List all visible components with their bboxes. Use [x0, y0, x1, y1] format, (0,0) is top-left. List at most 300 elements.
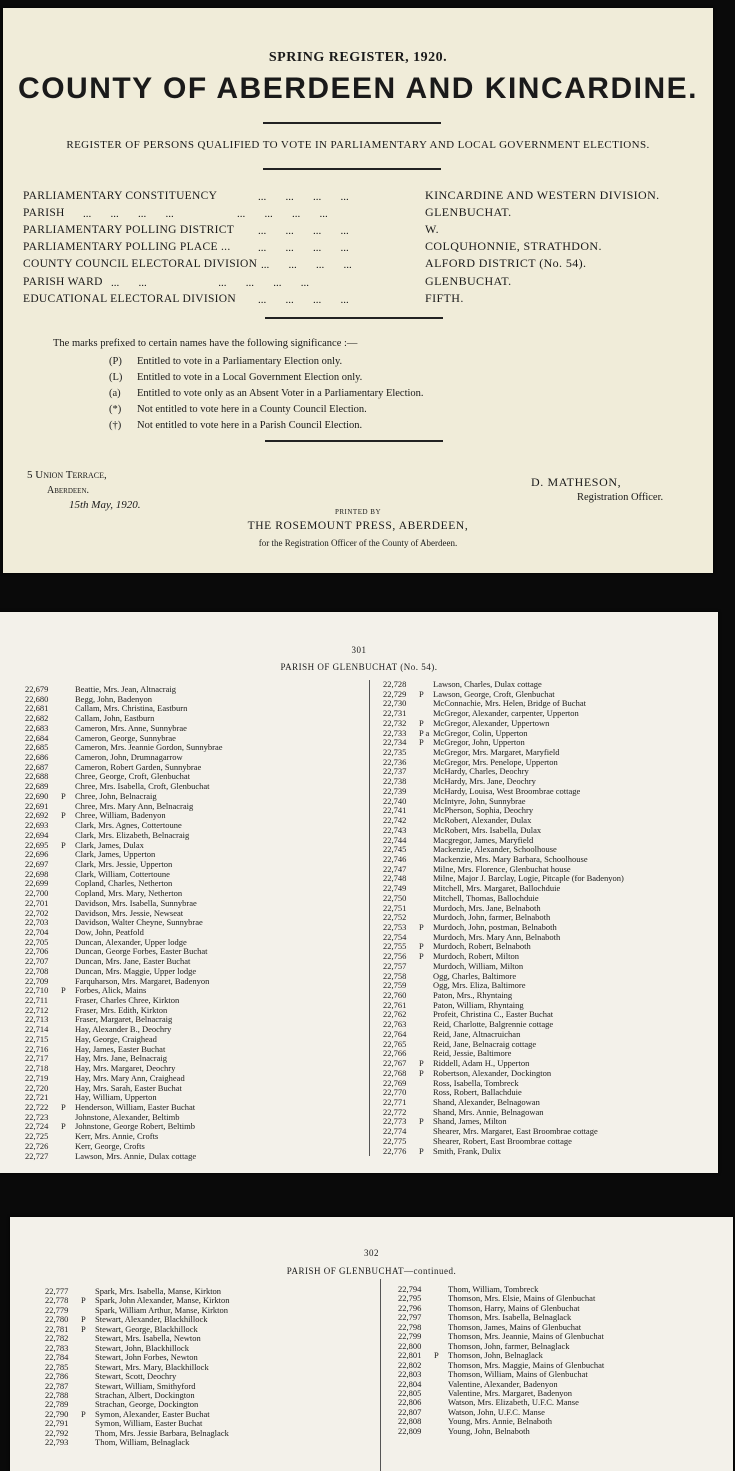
elector-name-address: Duncan, Mrs. Maggie, Upper lodge	[75, 965, 197, 976]
voter-entry	[45, 1306, 228, 1315]
elector-number: 22,781	[45, 1323, 69, 1334]
elector-number: 22,724	[25, 1121, 49, 1132]
voter-entry	[25, 743, 223, 752]
elector-name-address: Thomson, John, Belnaglack	[448, 1350, 543, 1361]
elector-name-address: Strachan, George, Dockington	[95, 1399, 199, 1410]
elector-name-address: Thomson, Mrs. Isabella, Belnaglack	[448, 1312, 572, 1323]
elector-number: 22,722	[25, 1101, 49, 1112]
elector-name-address: Mitchell, Thomas, Ballochduie	[433, 892, 539, 903]
voter-entry	[398, 1332, 604, 1341]
voter-entry	[25, 870, 170, 879]
elector-number: 22,809	[398, 1425, 422, 1436]
voter-entry	[383, 952, 519, 961]
elector-number: 22,742	[383, 815, 407, 826]
elector-number: 22,768	[383, 1067, 407, 1078]
voter-entry	[25, 714, 154, 723]
elector-number: 22,733	[383, 727, 407, 738]
elector-name-address: McGregor, John, Upperton	[433, 737, 525, 748]
elector-name-address: Chree, George, Croft, Glenbuchat	[75, 771, 191, 782]
voter-entry	[45, 1344, 189, 1353]
elector-name-address: Stewart, Mrs. Isabella, Newton	[95, 1333, 201, 1344]
register-subtitle: REGISTER OF PERSONS QUALIFIED TO VOTE IN PARLIAMENTARY AND LOCAL GOVERNMENT ELECTIONS.	[66, 139, 650, 151]
voter-entry	[398, 1285, 538, 1294]
elector-name-address: Shearer, Mrs. Margaret, East Broombrae cottage	[433, 1126, 598, 1137]
elector-name-address: Watson, John, U.F.C. Manse	[448, 1406, 545, 1417]
elector-name-address: Copland, Mrs. Mary, Netherton	[75, 888, 183, 899]
voter-entry	[45, 1296, 229, 1305]
voter-entry	[25, 802, 193, 811]
elector-name-address: Chree, Mrs. Mary Ann, Belnacraig	[75, 800, 194, 811]
elector-number: 22,799	[398, 1331, 422, 1342]
elector-number: 22,786	[45, 1371, 69, 1382]
elector-number: 22,761	[383, 999, 407, 1010]
printer-note: for the Registration Officer of the County of Aberdeen.	[258, 538, 458, 548]
voter-entry	[383, 826, 541, 835]
elector-number: 22,686	[25, 752, 49, 763]
voter-entry	[383, 1049, 511, 1058]
divider	[265, 317, 443, 319]
voter-entry	[45, 1287, 221, 1296]
voter-entry	[45, 1353, 198, 1362]
elector-number: 22,697	[25, 858, 49, 869]
elector-number: 22,785	[45, 1361, 69, 1372]
qualification-mark: P	[419, 688, 424, 699]
qualification-mark: P	[419, 1067, 424, 1078]
elector-name-address: Milne, Mrs. Florence, Glenbuchat house	[433, 863, 571, 874]
qualification-mark: P	[419, 737, 424, 748]
elector-number: 22,739	[383, 785, 407, 796]
elector-name-address: Davidson, Mrs. Isabella, Sunnybrae	[75, 897, 197, 908]
elector-name-address: Fraser, Mrs. Edith, Kirkton	[75, 1004, 168, 1015]
elector-name-address: Macgregor, James, Maryfield	[433, 834, 534, 845]
qualification-mark: P a	[419, 727, 430, 738]
elector-number: 22,753	[383, 922, 407, 932]
elector-name-address: Fraser, Charles Chree, Kirkton	[75, 995, 180, 1006]
elector-name-address: Kerr, George, Crofts	[75, 1140, 145, 1151]
voter-entry	[383, 699, 586, 708]
elector-name-address: Murdoch, Robert, Milton	[433, 951, 519, 962]
elector-number: 22,793	[45, 1437, 69, 1448]
elector-name-address: Hay, Mrs. Jane, Belnacraig	[75, 1053, 167, 1064]
elector-number: 22,772	[383, 1106, 407, 1117]
detail-label: PARISH	[23, 207, 65, 219]
mark-symbol: (L)	[109, 372, 123, 383]
elector-number: 22,765	[383, 1038, 407, 1049]
elector-number: 22,776	[383, 1145, 407, 1156]
qualification-mark: P	[61, 810, 66, 821]
elector-name-address: Clark, William, Cottertoune	[75, 868, 170, 879]
voter-entry	[383, 913, 550, 922]
voter-entry	[45, 1429, 229, 1438]
elector-name-address: Shand, Alexander, Belnagowan	[433, 1096, 540, 1107]
elector-name-address: Chree, William, Badenyon	[75, 810, 166, 821]
elector-name-address: Duncan, Mrs. Jane, Easter Buchat	[75, 956, 191, 967]
voter-entry	[25, 695, 152, 704]
elector-name-address: Clark, Mrs. Agnes, Cottertoune	[75, 820, 182, 831]
elector-number: 22,749	[383, 883, 407, 894]
elector-number: 22,806	[398, 1397, 422, 1408]
elector-number: 22,804	[398, 1378, 422, 1389]
elector-name-address: Cameron, John, Drumnagarrow	[75, 752, 183, 763]
voter-entry	[383, 1069, 551, 1078]
qualification-mark: P	[61, 790, 66, 801]
elector-number: 22,714	[25, 1024, 49, 1035]
elector-name-address: McHardy, Mrs. Jane, Deochry	[433, 776, 536, 787]
elector-name-address: McRobert, Mrs. Isabella, Dulax	[433, 824, 542, 835]
elector-number: 22,779	[45, 1304, 69, 1315]
voter-entry	[398, 1389, 572, 1398]
elector-name-address: Forbes, Alick, Mains	[75, 985, 147, 996]
elector-name-address: Hay, Alexander B., Deochry	[75, 1024, 172, 1035]
detail-label: PARLIAMENTARY POLLING DISTRICT	[23, 224, 235, 236]
elector-number: 22,695	[25, 839, 49, 850]
elector-name-address: Riddell, Adam H., Upperton	[433, 1058, 530, 1069]
elector-number: 22,680	[25, 693, 49, 704]
voter-entry	[45, 1334, 201, 1343]
elector-name-address: Lawson, Mrs. Annie, Dulax cottage	[75, 1150, 197, 1161]
parish-heading: PARISH OF GLENBUCHAT (No. 54).	[280, 662, 438, 672]
voter-entry	[383, 1147, 501, 1156]
mark-text: Not entitled to vote here in a County Council Election.	[137, 404, 367, 415]
elector-number: 22,699	[25, 878, 49, 889]
elector-number: 22,792	[45, 1427, 69, 1438]
detail-label: PARISH WARD	[23, 276, 103, 288]
elector-number: 22,783	[45, 1342, 69, 1353]
divider	[263, 122, 441, 124]
elector-name-address: Murdoch, Robert, Belnaboth	[433, 941, 531, 952]
qualification-mark: P	[81, 1314, 86, 1325]
voter-entry	[25, 763, 201, 772]
elector-number: 22,731	[383, 708, 407, 719]
elector-number: 22,706	[25, 946, 49, 957]
voter-entry	[25, 977, 209, 986]
elector-name-address: Thomson, Harry, Mains of Glenbuchat	[448, 1302, 580, 1313]
voter-entry	[398, 1427, 530, 1436]
voter-entry	[383, 1059, 529, 1068]
elector-number: 22,725	[25, 1131, 49, 1142]
voter-entry	[383, 1020, 553, 1029]
elector-number: 22,744	[383, 834, 407, 845]
voter-entry	[25, 753, 183, 762]
elector-number: 22,796	[398, 1302, 422, 1313]
qualification-mark: P	[61, 1121, 66, 1132]
elector-name-address: Farquharson, Mrs. Margaret, Badenyon	[75, 975, 210, 986]
elector-name-address: Thomson, Mrs. Maggie, Mains of Glenbuchat	[448, 1359, 605, 1370]
elector-number: 22,717	[25, 1053, 49, 1064]
elector-number: 22,795	[398, 1293, 422, 1304]
elector-name-address: Callam, Mrs. Christina, Eastburn	[75, 703, 188, 714]
elector-name-address: Ogg, Mrs. Eliza, Baltimore	[433, 980, 526, 991]
voter-entry	[383, 894, 539, 903]
voter-entry	[383, 923, 557, 932]
elector-number: 22,805	[398, 1387, 422, 1398]
elector-name-address: Valentine, Alexander, Badenyon	[448, 1378, 558, 1389]
elector-name-address: Reid, Charlotte, Balgrennie cottage	[433, 1019, 554, 1030]
voter-entry	[383, 787, 580, 796]
register-title: SPRING REGISTER, 1920.	[268, 50, 448, 65]
voter-entry	[25, 772, 190, 781]
elector-name-address: Callam, John, Eastburn	[75, 713, 155, 724]
elector-number: 22,713	[25, 1014, 49, 1025]
elector-number: 22,708	[25, 965, 49, 976]
elector-number: 22,719	[25, 1072, 49, 1083]
elector-number: 22,801	[398, 1350, 422, 1361]
elector-number: 22,789	[45, 1399, 69, 1410]
voter-entry	[25, 811, 166, 820]
elector-number: 22,723	[25, 1111, 49, 1122]
detail-label: EDUCATIONAL ELECTORAL DIVISION	[23, 293, 236, 305]
elector-name-address: Thomson, William, Mains of Glenbuchat	[448, 1369, 588, 1380]
qualification-mark: P	[61, 1101, 66, 1112]
voter-entry	[398, 1304, 580, 1313]
elector-number: 22,745	[383, 844, 407, 855]
mark-text: Entitled to vote in a Parliamentary Election only.	[137, 356, 343, 367]
qualification-mark: P	[419, 1058, 424, 1069]
elector-name-address: Stewart, Scott, Deochry	[95, 1371, 177, 1382]
elector-number: 22,693	[25, 820, 49, 831]
elector-name-address: Young, John, Belnaboth	[448, 1425, 530, 1436]
qualification-mark: P	[81, 1295, 86, 1306]
voter-entry	[45, 1391, 195, 1400]
voter-entry	[25, 1122, 195, 1131]
elector-number: 22,762	[383, 1009, 407, 1020]
elector-number: 22,734	[383, 737, 407, 748]
elector-name-address: Thomson, Mrs. Jeannie, Mains of Glenbuchat	[448, 1331, 604, 1342]
voter-entry	[25, 1025, 171, 1034]
elector-number: 22,687	[25, 761, 49, 772]
elector-number: 22,696	[25, 849, 49, 860]
divider	[263, 168, 441, 170]
elector-name-address: Mackenzie, Mrs. Mary Barbara, Schoolhouse	[433, 853, 588, 864]
elector-number: 22,769	[383, 1077, 407, 1088]
county-title: COUNTY OF ABERDEEN AND KINCARDINE.	[18, 72, 698, 105]
elector-number: 22,703	[25, 917, 49, 928]
voter-entry	[383, 991, 512, 1000]
elector-number: 22,771	[383, 1096, 407, 1107]
qualification-mark: P	[419, 1116, 424, 1127]
qualification-mark: P	[419, 1145, 424, 1156]
elector-number: 22,684	[25, 732, 49, 743]
divider	[265, 440, 443, 442]
elector-number: 22,704	[25, 927, 49, 937]
elector-name-address: Hay, James, Easter Buchat	[75, 1043, 166, 1054]
elector-number: 22,752	[383, 912, 407, 923]
elector-number: 22,691	[25, 800, 49, 811]
elector-number: 22,738	[383, 776, 407, 787]
leader-dots: ... ... ... ... ... ...	[111, 277, 309, 289]
elector-number: 22,730	[383, 698, 407, 709]
register-page-302	[10, 1217, 733, 1471]
elector-name-address: Spark, John Alexander, Manse, Kirkton	[95, 1295, 230, 1306]
voter-entry	[383, 1040, 536, 1049]
elector-name-address: Stewart, John Forbes, Newton	[95, 1352, 198, 1363]
elector-name-address: Chree, Mrs. Isabella, Croft, Glenbuchat	[75, 781, 210, 792]
elector-number: 22,685	[25, 742, 49, 753]
voter-entry	[25, 1074, 185, 1083]
elector-name-address: Ogg, Charles, Baltimore	[433, 970, 517, 981]
elector-name-address: Stewart, George, Blackhillock	[95, 1323, 198, 1334]
voter-entry	[398, 1294, 595, 1303]
elector-number: 22,766	[383, 1048, 407, 1059]
elector-number: 22,702	[25, 907, 49, 918]
voter-entry	[25, 1015, 172, 1024]
elector-number: 22,688	[25, 771, 49, 782]
voter-entry	[398, 1417, 552, 1426]
voter-entry	[398, 1408, 545, 1417]
leader-dots: ... ... ... ...	[258, 225, 349, 237]
elector-number: 22,751	[383, 902, 407, 913]
voter-entry	[383, 738, 525, 747]
elector-name-address: Johnstone, George Robert, Beltimb	[75, 1121, 196, 1132]
elector-name-address: Hay, William, Upperton	[75, 1092, 157, 1103]
column-divider	[380, 1279, 381, 1471]
voter-entry	[45, 1325, 198, 1334]
cover-page	[3, 8, 713, 573]
elector-number: 22,778	[45, 1295, 69, 1306]
voter-entry	[25, 947, 208, 956]
elector-number: 22,760	[383, 990, 407, 1001]
voter-entry	[45, 1419, 202, 1428]
voter-entry	[398, 1380, 558, 1389]
leader-dots: ... ... ... ...	[261, 259, 352, 271]
elector-number: 22,698	[25, 868, 49, 879]
elector-number: 22,743	[383, 824, 407, 835]
elector-name-address: Valentine, Mrs. Margaret, Badenyon	[448, 1387, 573, 1398]
elector-name-address: Paton, Mrs., Rhyntaing	[433, 990, 513, 1001]
voter-entry	[25, 821, 182, 830]
elector-name-address: McGregor, Colin, Upperton	[433, 727, 528, 738]
officer-name: D. MATHESON,	[531, 475, 622, 489]
elector-number: 22,803	[398, 1369, 422, 1380]
printed-by-label: PRINTED BY	[334, 508, 382, 516]
elector-number: 22,726	[25, 1140, 49, 1151]
voter-entry	[383, 806, 533, 815]
elector-name-address: Robertson, Alexander, Dockington	[433, 1067, 552, 1078]
elector-number: 22,700	[25, 888, 49, 899]
elector-name-address: Hay, George, Craighead	[75, 1033, 157, 1044]
elector-number: 22,808	[398, 1416, 422, 1427]
elector-number: 22,767	[383, 1058, 407, 1069]
voter-entry	[25, 1045, 165, 1054]
elector-number: 22,791	[45, 1418, 69, 1429]
qualification-mark: P	[419, 941, 424, 952]
voter-entry	[25, 831, 189, 840]
elector-number: 22,679	[25, 684, 49, 694]
qualification-mark: P	[434, 1350, 439, 1361]
elector-number: 22,773	[383, 1116, 407, 1127]
voter-entry	[25, 1035, 157, 1044]
voter-entry	[383, 904, 541, 913]
leader-dots: ... ... ... ... ... ... ... ...	[83, 208, 328, 220]
elector-name-address: McRobert, Alexander, Dulax	[433, 815, 532, 826]
elector-number: 22,798	[398, 1321, 422, 1332]
voter-entry	[25, 1006, 167, 1015]
voter-entry	[45, 1382, 196, 1391]
elector-name-address: Murdoch, Mrs. Jane, Belnaboth	[433, 902, 541, 913]
elector-name-address: Duncan, Alexander, Upper lodge	[75, 936, 187, 947]
elector-number: 22,747	[383, 863, 407, 874]
elector-number: 22,794	[398, 1284, 422, 1294]
elector-name-address: Paton, William, Rhyntaing	[433, 999, 524, 1010]
voter-entry	[383, 865, 571, 874]
voter-entry	[383, 1117, 507, 1126]
elector-name-address: McHardy, Charles, Deochry	[433, 766, 529, 777]
voter-entry	[383, 942, 531, 951]
elector-name-address: Shand, James, Milton	[433, 1116, 507, 1127]
elector-name-address: Ross, Robert, Ballachduie	[433, 1087, 522, 1098]
elector-name-address: Cameron, Robert Garden, Sunnybrae	[75, 761, 202, 772]
voter-entry	[25, 841, 144, 850]
voter-entry	[398, 1370, 588, 1379]
elector-name-address: McPherson, Sophia, Deochry	[433, 805, 534, 816]
register-page-301	[0, 612, 718, 1173]
elector-number: 22,682	[25, 713, 49, 724]
detail-value: KINCARDINE AND WESTERN DIVISION.	[425, 188, 660, 202]
detail-value: GLENBUCHAT.	[425, 274, 512, 288]
mark-symbol: (*)	[109, 404, 122, 415]
elector-name-address: Symon, Alexander, Easter Buchat	[95, 1408, 210, 1419]
qualification-mark: P	[419, 717, 424, 728]
voter-entry	[383, 845, 557, 854]
elector-name-address: Thomson, Mrs. Elsie, Mains of Glenbuchat	[448, 1293, 596, 1304]
leader-dots: ... ... ... ...	[258, 294, 349, 306]
detail-label: PARLIAMENTARY CONSTITUENCY	[23, 190, 218, 202]
voter-entry	[383, 1088, 522, 1097]
voter-entry	[398, 1313, 571, 1322]
voter-entry	[383, 855, 588, 864]
elector-number: 22,764	[383, 1028, 407, 1039]
elector-number: 22,807	[398, 1406, 422, 1417]
voter-entry	[383, 1098, 540, 1107]
voter-entry	[25, 996, 179, 1005]
elector-number: 22,716	[25, 1043, 49, 1054]
elector-name-address: Lawson, George, Croft, Glenbuchat	[433, 688, 555, 699]
elector-name-address: Spark, Mrs. Isabella, Manse, Kirkton	[95, 1286, 222, 1296]
voter-entry	[383, 748, 560, 757]
qualification-mark: P	[61, 985, 66, 996]
elector-number: 22,757	[383, 960, 407, 971]
elector-number: 22,707	[25, 956, 49, 967]
elector-number: 22,784	[45, 1352, 69, 1363]
elector-number: 22,737	[383, 766, 407, 777]
elector-number: 22,729	[383, 688, 407, 699]
voter-entry	[383, 933, 560, 942]
elector-number: 22,775	[383, 1135, 407, 1146]
voter-entry	[25, 1093, 157, 1102]
voter-entry	[383, 719, 549, 728]
voter-entry	[25, 1054, 167, 1063]
voter-entry	[45, 1438, 189, 1447]
elector-number: 22,683	[25, 722, 49, 733]
elector-name-address: McGregor, Mrs. Margaret, Maryfield	[433, 747, 560, 758]
elector-name-address: McIntyre, John, Sunnybrae	[433, 795, 526, 806]
elector-name-address: Copland, Charles, Netherton	[75, 878, 173, 889]
elector-number: 22,715	[25, 1033, 49, 1044]
voter-entry	[398, 1351, 543, 1360]
office-city: Aberdeen.	[47, 485, 89, 496]
elector-name-address: Milne, Major J. Barclay, Logie, Pitcaple (for Badenyon)	[433, 873, 624, 884]
column-divider	[369, 680, 370, 1156]
mark-symbol: (†)	[109, 420, 122, 431]
voter-entry	[383, 836, 533, 845]
elector-name-address: McHardy, Louisa, West Broombrae cottage	[433, 785, 581, 796]
qualification-mark: P	[61, 839, 66, 850]
elector-name-address: Ross, Isabella, Tombreck	[433, 1077, 519, 1088]
elector-name-address: Johnstone, Alexander, Beltimb	[75, 1111, 180, 1122]
elector-number: 22,710	[25, 985, 49, 996]
voter-entry	[383, 972, 516, 981]
elector-name-address: Thom, William, Belnaglack	[95, 1437, 190, 1448]
